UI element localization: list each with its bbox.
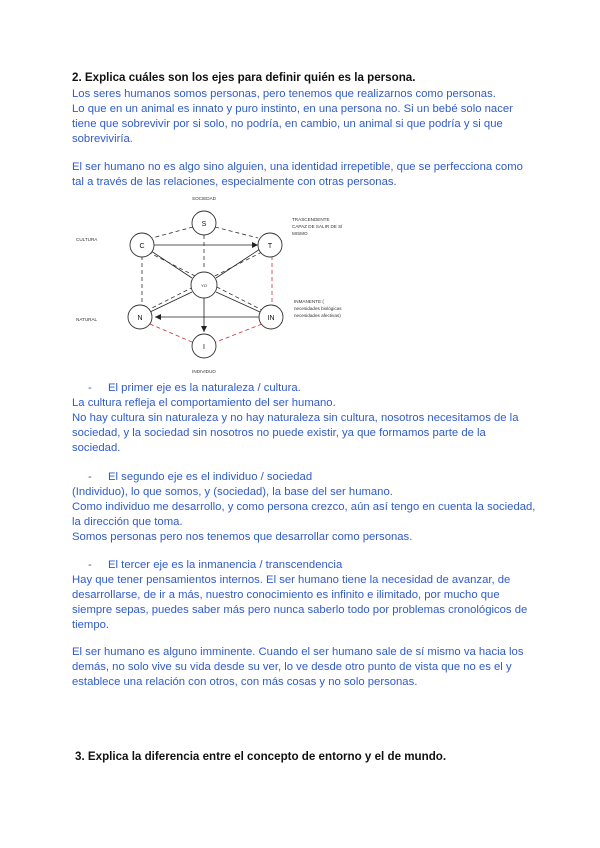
final-paragraph bbox=[72, 645, 542, 690]
text-line: Lo que en un animal es innato y puro instinto, en una persona no. Si un bebé solo nacer bbox=[72, 103, 513, 115]
text-line: Los seres humanos somos personas, pero tenemos que realizarnos como personas. bbox=[72, 88, 496, 100]
text-line: la dirección que toma. bbox=[72, 516, 183, 528]
question-3-heading: 3. Explica la diferencia entre el concepto de entorno y el de mundo. bbox=[75, 750, 447, 763]
question-2-heading: 2. Explica cuáles son los ejes para definir quién es la persona. bbox=[72, 71, 416, 84]
arrow-down-icon bbox=[201, 326, 207, 332]
text-line: desarrollarse, de ir a más, nuestro conocimiento es infinito e ilimitado, por mucho que bbox=[72, 589, 500, 601]
label-inmanente: necesidades afectivas) bbox=[294, 313, 341, 318]
text-line: El ser humano no es algo sino alguien, una identidad irrepetible, que se perfecciona como bbox=[72, 161, 523, 173]
bullet-eje-2 bbox=[88, 470, 312, 485]
bullet-text: El tercer eje es la inmanencia / transcendencia bbox=[108, 559, 343, 571]
node-label-i: I bbox=[203, 344, 205, 351]
text-line: sociedad, y la sociedad sin nosotros no puede existir, ya que formamos parte de la bbox=[72, 427, 486, 439]
eje-2-paragraph bbox=[72, 485, 542, 545]
text-line: sociedad. bbox=[72, 442, 121, 454]
node-label-in: IN bbox=[267, 315, 275, 322]
bullet-dash: - bbox=[88, 471, 92, 483]
label-cultura: CULTURA bbox=[76, 237, 98, 242]
label-natural: NATURAL bbox=[76, 317, 98, 322]
text-line: No hay cultura sin naturaleza y no hay naturaleza sin cultura, nosotros necesitamos de la bbox=[72, 412, 519, 424]
bullet-text: El segundo eje es el individuo / sociedad bbox=[108, 471, 313, 483]
label-sociedad: SOCIEDAD bbox=[192, 196, 216, 201]
text-line: La cultura refleja el comportamiento del ser humano. bbox=[72, 397, 336, 409]
node-label-n: N bbox=[137, 315, 143, 322]
edge-in-i bbox=[216, 324, 262, 342]
label-trascendente: MISMO bbox=[292, 231, 308, 236]
eje-1-paragraph bbox=[72, 396, 542, 456]
text-line: Como individuo me desarrollo, y como persona crezco, aún así tengo en cuenta la sociedad, bbox=[72, 501, 536, 513]
bullet-dash: - bbox=[88, 559, 92, 571]
text-line: tiempo. bbox=[72, 619, 110, 631]
text-line: Somos personas pero nos tenemos que desarrollar como personas. bbox=[72, 531, 413, 543]
edge-yo-n bbox=[150, 292, 192, 312]
edge-yo-t bbox=[216, 249, 260, 278]
text-line: siempre sepas, puedes saber más pero nunca saberlo todo por problemas cronológicos de bbox=[72, 604, 528, 616]
bullet-eje-1 bbox=[88, 381, 301, 396]
eje-3-paragraph bbox=[72, 573, 542, 633]
node-label-yo: YO bbox=[201, 283, 207, 288]
label-individuo: INDIVIDUO bbox=[192, 369, 216, 374]
text-line: tal a través de las relaciones, especialmente con otras personas. bbox=[72, 176, 397, 188]
bullet-eje-3 bbox=[88, 558, 342, 573]
node-label-c: C bbox=[139, 243, 145, 250]
bullet-dash: - bbox=[88, 382, 92, 394]
text-line: sobreviviría. bbox=[72, 133, 133, 145]
label-trascendente: CAPAZ DE SALIR DE SÍ bbox=[292, 224, 343, 229]
bullet-text: El primer eje es la naturaleza / cultura. bbox=[108, 382, 301, 394]
text-line: demás, no solo vive su vida desde su ver, lo ve desde otro punto de vista que no es el y bbox=[72, 661, 512, 673]
label-inmanente: INMANENTE ( bbox=[294, 299, 324, 304]
edge-s-c bbox=[152, 227, 193, 238]
axes-diagram bbox=[70, 192, 370, 382]
arrow-left-icon bbox=[155, 314, 161, 320]
node-label-t: T bbox=[267, 243, 273, 250]
text-line: Hay que tener pensamientos internos. El ser humano tiene la necesidad de avanzar, de bbox=[72, 574, 511, 586]
text-line: tiene que sobrevivir por si solo, no podría, en cambio, un animal si que podría y si que bbox=[72, 118, 503, 130]
identity-paragraph bbox=[72, 160, 542, 190]
edge-s-t bbox=[215, 227, 258, 238]
label-trascendente: TRASCENDENTE bbox=[292, 217, 330, 222]
text-line: El ser humano es alguno imminente. Cuando el ser humano sale de sí mismo va hacia los bbox=[72, 646, 524, 658]
text-line: establece una relación con otros, con más cosas y no solo personas. bbox=[72, 676, 418, 688]
edge-n-i bbox=[150, 324, 192, 342]
node-label-s: S bbox=[201, 221, 207, 228]
edge-yo-in bbox=[216, 292, 260, 312]
intro-paragraph bbox=[72, 87, 542, 147]
label-inmanente: necesidades biológicas bbox=[294, 306, 342, 311]
arrow-right-icon bbox=[252, 242, 258, 248]
text-line: (Individuo), lo que somos, y (sociedad), la base del ser humano. bbox=[72, 486, 393, 498]
